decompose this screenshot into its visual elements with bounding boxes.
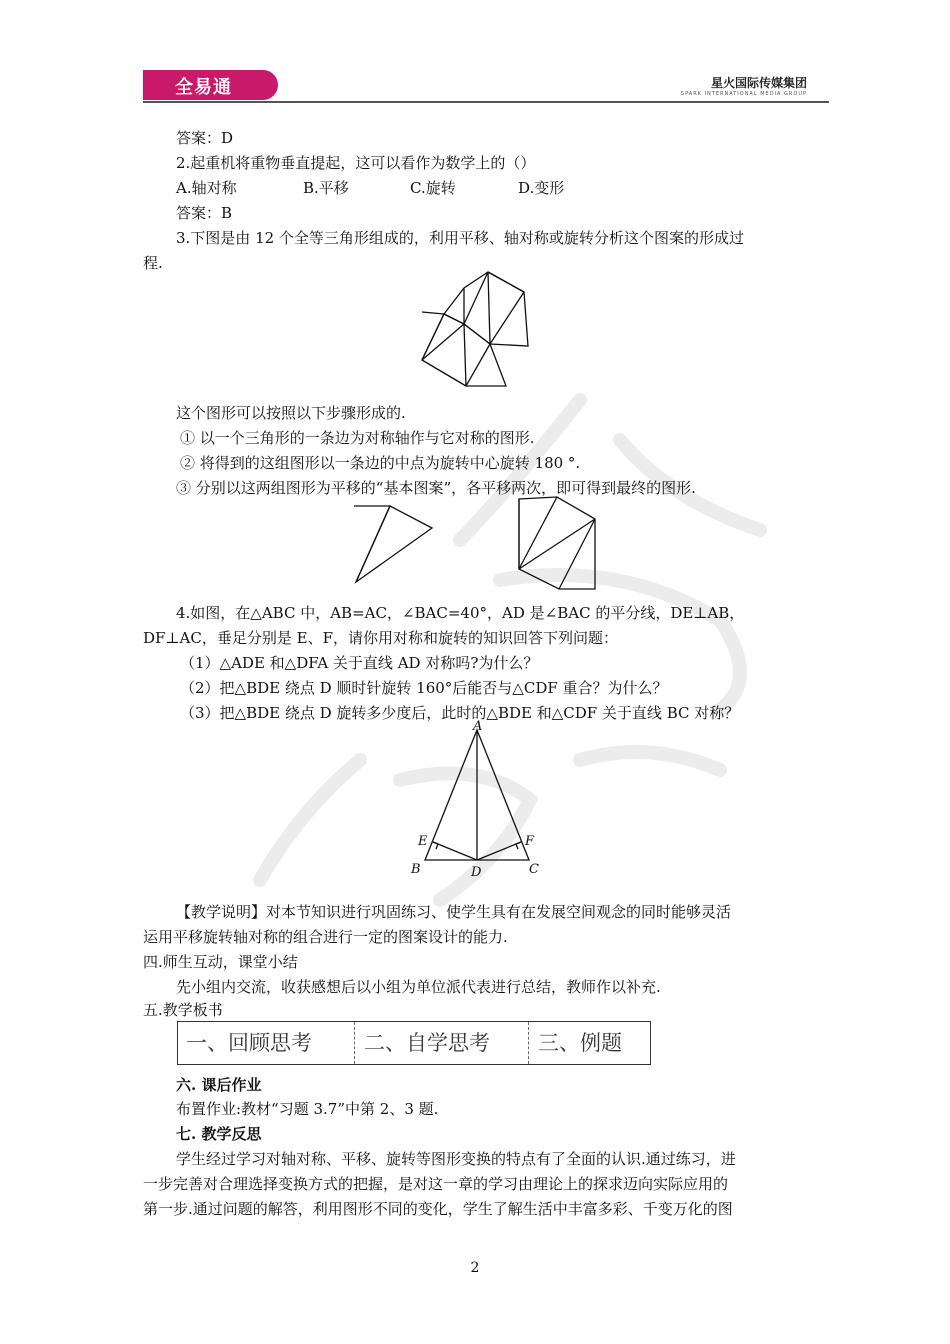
label-e: E	[418, 834, 428, 849]
section-5-heading: 五.教学板书	[143, 1001, 223, 1019]
board-cell-2: 二、自学思考	[364, 1031, 490, 1055]
q4-sub-1: （1）△ADE 和△DFA 关于直线 AD 对称吗?为什么？	[180, 654, 539, 672]
reflect-line3: 第一步.通过问题的解答，利用图形不同的变化，学生了解生活中丰富多彩、千变万化的图	[143, 1200, 733, 1218]
page-number: 2	[470, 1260, 480, 1276]
q3-step-3: ③ 分别以这两组图形为平移的“基本图案”，各平移两次，即可得到最终的图形.	[176, 479, 696, 497]
triangle-figure	[405, 718, 555, 883]
q4-sub-2: （2）把△BDE 绕点 D 顺时针旋转 160°后能否与△CDF 重合？为什么？	[180, 679, 668, 697]
label-f: F	[525, 834, 535, 849]
section-4-text: 先小组内交流，收获感想后以小组为单位派代表进行总结，教师作以补充.	[176, 978, 661, 996]
reflect-line1: 学生经过学习对轴对称、平移、旋转等图形变换的特点有了全面的认识.通过练习，进	[176, 1150, 736, 1168]
label-a: A	[473, 719, 483, 734]
q3-step-2: ② 将得到的这组图形以一条边的中点为旋转中心旋转 180 °.	[180, 454, 581, 472]
teach-note-line1: 【教学说明】对本节知识进行巩固练习、使学生具有在发展空间观念的同时能够灵活	[176, 903, 732, 921]
question-3-line2: 程.	[143, 254, 163, 272]
q2-option-c: C.旋转	[410, 179, 456, 197]
homework-text: 布置作业:教材“习题 3.7”中第 2、3 题.	[176, 1100, 439, 1118]
section-7-heading: 七. 教学反思	[176, 1125, 262, 1143]
logo-text: 全易通	[175, 77, 232, 98]
question-4-line2: DF⊥AC，垂足分别是 E、F，请你用对称和旋转的知识回答下列问题：	[143, 629, 618, 647]
board-cell-3: 三、例题	[538, 1031, 622, 1055]
label-b: B	[411, 862, 421, 877]
q4-sub-3: （3）把△BDE 绕点 D 旋转多少度后，此时的△BDE 和△CDF 关于直线 BC 对称？	[180, 704, 740, 722]
blackboard-outline	[177, 1021, 651, 1065]
teach-note-line2: 运用平移旋转轴对称的组合进行一定的图案设计的能力.	[143, 928, 508, 946]
label-d: D	[471, 865, 482, 880]
q2-option-b: B.平移	[303, 179, 349, 197]
answer-2: 答案：B	[176, 204, 233, 222]
brand	[681, 74, 807, 97]
brand-en: SPARK INTERNATIONAL MEDIA GROUP	[680, 91, 807, 97]
q3-intro: 这个图形可以按照以下步骤形成的.	[176, 404, 406, 422]
board-divider	[354, 1022, 355, 1064]
reflect-line2: 一步完善对合理选择变换方式的把握，是对这一章的学习由理论上的探求迈向实际应用的	[143, 1175, 729, 1193]
section-6-heading: 六. 课后作业	[176, 1076, 262, 1094]
step-figure-right	[515, 495, 600, 595]
question-2: 2.起重机将重物垂直提起，这可以看作为数学上的（）	[176, 154, 536, 172]
step-figure-left	[350, 500, 440, 590]
brand-cn: 星火国际传媒集团	[710, 76, 807, 90]
q2-option-d: D.变形	[518, 179, 565, 197]
question-4-line1: 4.如图，在△ABC 中，AB=AC，∠BAC=40°，AD 是∠BAC 的平分线，DE⊥AB，	[176, 604, 745, 622]
section-4-heading: 四.师生互动，课堂小结	[143, 953, 298, 971]
board-cell-1: 一、回顾思考	[186, 1031, 312, 1055]
header-divider	[143, 101, 829, 103]
board-divider	[528, 1022, 529, 1064]
q3-step-1: ① 以一个三角形的一条边为对称轴作与它对称的图形.	[180, 429, 535, 447]
logo	[143, 70, 278, 100]
q2-option-a: A.轴对称	[176, 179, 237, 197]
answer-1: 答案：D	[176, 129, 234, 147]
label-c: C	[529, 862, 539, 877]
question-3-line1: 3.下图是由 12 个全等三角形组成的，利用平移、轴对称或旋转分析这个图案的形成过	[176, 229, 744, 247]
pattern-figure	[420, 270, 530, 390]
